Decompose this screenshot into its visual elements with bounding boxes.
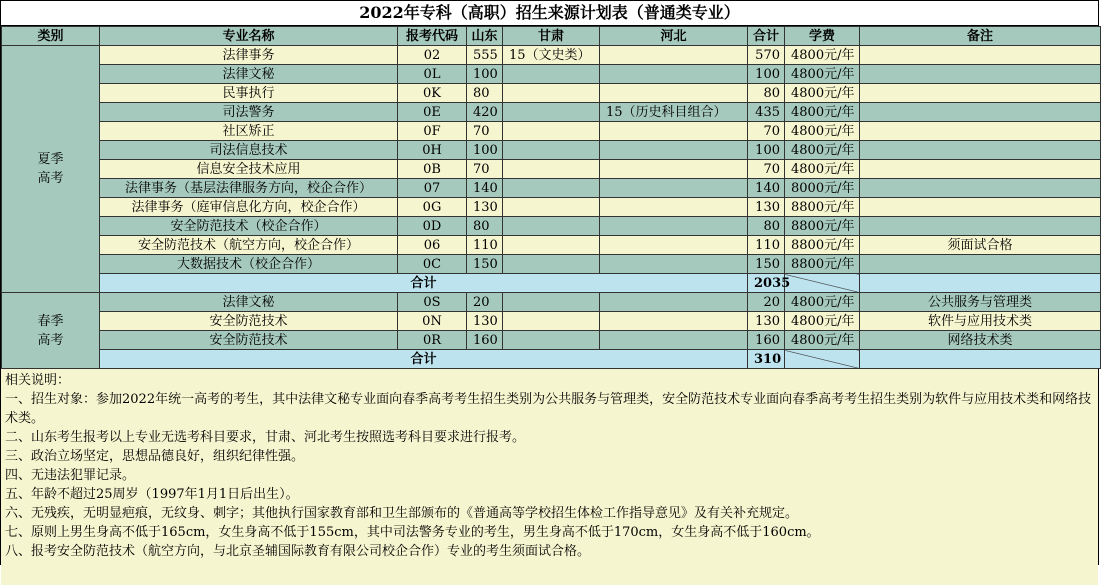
hebei-count (600, 141, 748, 160)
major-name: 安全防范技术 (100, 331, 398, 350)
tuition-fee: 4800元/年 (785, 141, 860, 160)
tuition-fee: 8800元/年 (785, 198, 860, 217)
major-name: 安全防范技术（航空方向，校企合作） (100, 236, 398, 255)
remark (860, 84, 1101, 103)
major-name: 信息安全技术应用 (100, 160, 398, 179)
total-count: 160 (748, 331, 785, 350)
major-name: 安全防范技术 (100, 312, 398, 331)
total-count: 20 (748, 293, 785, 312)
table-row (2, 46, 1101, 65)
major-name: 法律事务（基层法律服务方向，校企合作） (100, 179, 398, 198)
exam-code: 0C (398, 255, 467, 274)
hebei-count (600, 293, 748, 312)
sum-diagonal-cell (785, 274, 860, 293)
summer-category: 夏季 高考 (2, 46, 100, 293)
hebei-count: 15（历史科目组合） (600, 103, 748, 122)
header-total: 合计 (748, 27, 785, 46)
exam-code: 02 (398, 46, 467, 65)
shandong-count: 100 (467, 141, 503, 160)
shandong-count: 80 (467, 217, 503, 236)
shandong-count: 160 (467, 331, 503, 350)
total-count: 80 (748, 217, 785, 236)
hebei-count (600, 122, 748, 141)
total-count: 100 (748, 65, 785, 84)
gansu-count (503, 217, 600, 236)
tuition-fee: 4800元/年 (785, 160, 860, 179)
remark: 软件与应用技术类 (860, 312, 1101, 331)
tuition-fee: 4800元/年 (785, 293, 860, 312)
tuition-fee: 8000元/年 (785, 179, 860, 198)
header-major: 专业名称 (100, 27, 398, 46)
header-fee: 学费 (785, 27, 860, 46)
table-row (2, 84, 1101, 103)
note-line: 八、报考安全防范技术（航空方向，与北京圣辅国际教育有限公司校企合作）专业的考生须面试合格。 (5, 544, 591, 559)
table-row (2, 331, 1101, 350)
exam-code: 0E (398, 103, 467, 122)
shandong-count: 20 (467, 293, 503, 312)
gansu-count (503, 160, 600, 179)
table-row (2, 255, 1101, 274)
plan-table (1, 26, 1101, 369)
hebei-count (600, 255, 748, 274)
remark (860, 141, 1101, 160)
total-count: 570 (748, 46, 785, 65)
shandong-count: 130 (467, 198, 503, 217)
shandong-count: 555 (467, 46, 503, 65)
total-count: 100 (748, 141, 785, 160)
summer-sum-row (2, 274, 1101, 293)
hebei-count (600, 312, 748, 331)
header-row (2, 27, 1101, 46)
remark: 公共服务与管理类 (860, 293, 1101, 312)
remark (860, 179, 1101, 198)
major-name: 社区矫正 (100, 122, 398, 141)
table-row (2, 293, 1101, 312)
major-name: 法律事务 (100, 46, 398, 65)
note-line: 三、政治立场坚定，思想品德良好，组织纪律性强。 (5, 449, 305, 464)
remark (860, 65, 1101, 84)
total-count: 150 (748, 255, 785, 274)
spring-category: 春季 高考 (2, 293, 100, 369)
table-row (2, 160, 1101, 179)
hebei-count (600, 217, 748, 236)
gansu-count (503, 103, 600, 122)
gansu-count (503, 236, 600, 255)
major-name: 安全防范技术（校企合作） (100, 217, 398, 236)
table-row (2, 312, 1101, 331)
sum-diagonal-cell (785, 350, 860, 369)
sum-note-empty (860, 350, 1101, 369)
major-name: 法律事务（庭审信息化方向，校企合作） (100, 198, 398, 217)
total-count: 140 (748, 179, 785, 198)
shandong-count: 70 (467, 122, 503, 141)
shandong-count: 100 (467, 65, 503, 84)
table-row (2, 236, 1101, 255)
header-note: 备注 (860, 27, 1101, 46)
remark (860, 122, 1101, 141)
header-category: 类别 (2, 27, 100, 46)
gansu-count (503, 141, 600, 160)
shandong-count: 70 (467, 160, 503, 179)
gansu-count (503, 65, 600, 84)
hebei-count (600, 198, 748, 217)
table-row (2, 217, 1101, 236)
gansu-count (503, 255, 600, 274)
major-name: 民事执行 (100, 84, 398, 103)
note-line: 七、原则上男生身高不低于165cm，女生身高不低于155cm，其中司法警务专业的考生，男生身高不低于170cm，女生身高不低于160cm。 (5, 525, 820, 540)
hebei-count (600, 236, 748, 255)
remark (860, 255, 1101, 274)
major-name: 司法警务 (100, 103, 398, 122)
total-count: 130 (748, 198, 785, 217)
gansu-count (503, 293, 600, 312)
total-count: 110 (748, 236, 785, 255)
notes-section (1, 369, 1098, 585)
exam-code: 06 (398, 236, 467, 255)
note-line: 四、无违法犯罪记录。 (5, 468, 136, 483)
shandong-count: 140 (467, 179, 503, 198)
major-name: 法律文秘 (100, 65, 398, 84)
remark (860, 103, 1101, 122)
note-line: 二、山东考生报考以上专业无选考科目要求，甘肃、河北考生按照选考科目要求进行报考。 (5, 430, 526, 445)
exam-code: 0D (398, 217, 467, 236)
hebei-count (600, 331, 748, 350)
exam-code: 0S (398, 293, 467, 312)
shandong-count: 130 (467, 312, 503, 331)
total-count: 70 (748, 160, 785, 179)
gansu-count (503, 198, 600, 217)
shandong-count: 420 (467, 103, 503, 122)
gansu-count (503, 312, 600, 331)
total-count: 130 (748, 312, 785, 331)
remark (860, 217, 1101, 236)
remark: 须面试合格 (860, 236, 1101, 255)
exam-code: 0H (398, 141, 467, 160)
hebei-count (600, 46, 748, 65)
tuition-fee: 4800元/年 (785, 331, 860, 350)
hebei-count (600, 160, 748, 179)
shandong-count: 80 (467, 84, 503, 103)
tuition-fee: 4800元/年 (785, 65, 860, 84)
sum-label: 合计 (100, 274, 748, 293)
sum-label: 合计 (100, 350, 748, 369)
gansu-count (503, 122, 600, 141)
hebei-count (600, 179, 748, 198)
tuition-fee: 4800元/年 (785, 122, 860, 141)
tuition-fee: 8800元/年 (785, 255, 860, 274)
exam-code: 0N (398, 312, 467, 331)
tuition-fee: 8800元/年 (785, 217, 860, 236)
header-code: 报考代码 (398, 27, 467, 46)
exam-code: 0L (398, 65, 467, 84)
table-row (2, 179, 1101, 198)
sum-note-empty (860, 274, 1101, 293)
major-name: 司法信息技术 (100, 141, 398, 160)
exam-code: 0R (398, 331, 467, 350)
note-line: 一、招生对象：参加2022年统一高考的考生，其中法律文秘专业面向春季高考考生招生类别为公共服务与管理类，安全防范技术专业面向春季高考考生招生类别为软件与应用技术类和网络技术类。 (5, 392, 1092, 426)
total-count: 70 (748, 122, 785, 141)
gansu-count (503, 331, 600, 350)
header-shandong: 山东 (467, 27, 503, 46)
remark (860, 46, 1101, 65)
major-name: 法律文秘 (100, 293, 398, 312)
header-gansu: 甘肃 (503, 27, 600, 46)
total-count: 435 (748, 103, 785, 122)
tuition-fee: 8800元/年 (785, 236, 860, 255)
sum-total: 2035 (748, 274, 785, 293)
sheet-title: 2022年专科（高职）招生来源计划表（普通类专业） (1, 1, 1098, 26)
tuition-fee: 4800元/年 (785, 84, 860, 103)
gansu-count (503, 179, 600, 198)
note-line: 五、年龄不超过25周岁（1997年1月1日后出生）。 (5, 487, 299, 502)
table-row (2, 141, 1101, 160)
exam-code: 0F (398, 122, 467, 141)
gansu-count (503, 84, 600, 103)
exam-code: 0G (398, 198, 467, 217)
shandong-count: 110 (467, 236, 503, 255)
table-row (2, 198, 1101, 217)
exam-code: 07 (398, 179, 467, 198)
header-hebei: 河北 (600, 27, 748, 46)
total-count: 80 (748, 84, 785, 103)
note-line: 相关说明： (5, 373, 71, 388)
table-row (2, 103, 1101, 122)
exam-code: 0B (398, 160, 467, 179)
hebei-count (600, 65, 748, 84)
major-name: 大数据技术（校企合作） (100, 255, 398, 274)
remark (860, 198, 1101, 217)
tuition-fee: 4800元/年 (785, 312, 860, 331)
table-row (2, 122, 1101, 141)
tuition-fee: 4800元/年 (785, 103, 860, 122)
note-line: 六、无残疾，无明显疤痕，无纹身、刺字；其他执行国家教育部和卫生部颁布的《普通高等学校招生体检工作指导意见》及有关补充规定。 (5, 506, 799, 521)
hebei-count (600, 84, 748, 103)
gansu-count: 15（文史类） (503, 46, 600, 65)
sum-total: 310 (748, 350, 785, 369)
exam-code: 0K (398, 84, 467, 103)
remark (860, 160, 1101, 179)
shandong-count: 150 (467, 255, 503, 274)
spring-sum-row (2, 350, 1101, 369)
table-row (2, 65, 1101, 84)
remark: 网络技术类 (860, 331, 1101, 350)
tuition-fee: 4800元/年 (785, 46, 860, 65)
